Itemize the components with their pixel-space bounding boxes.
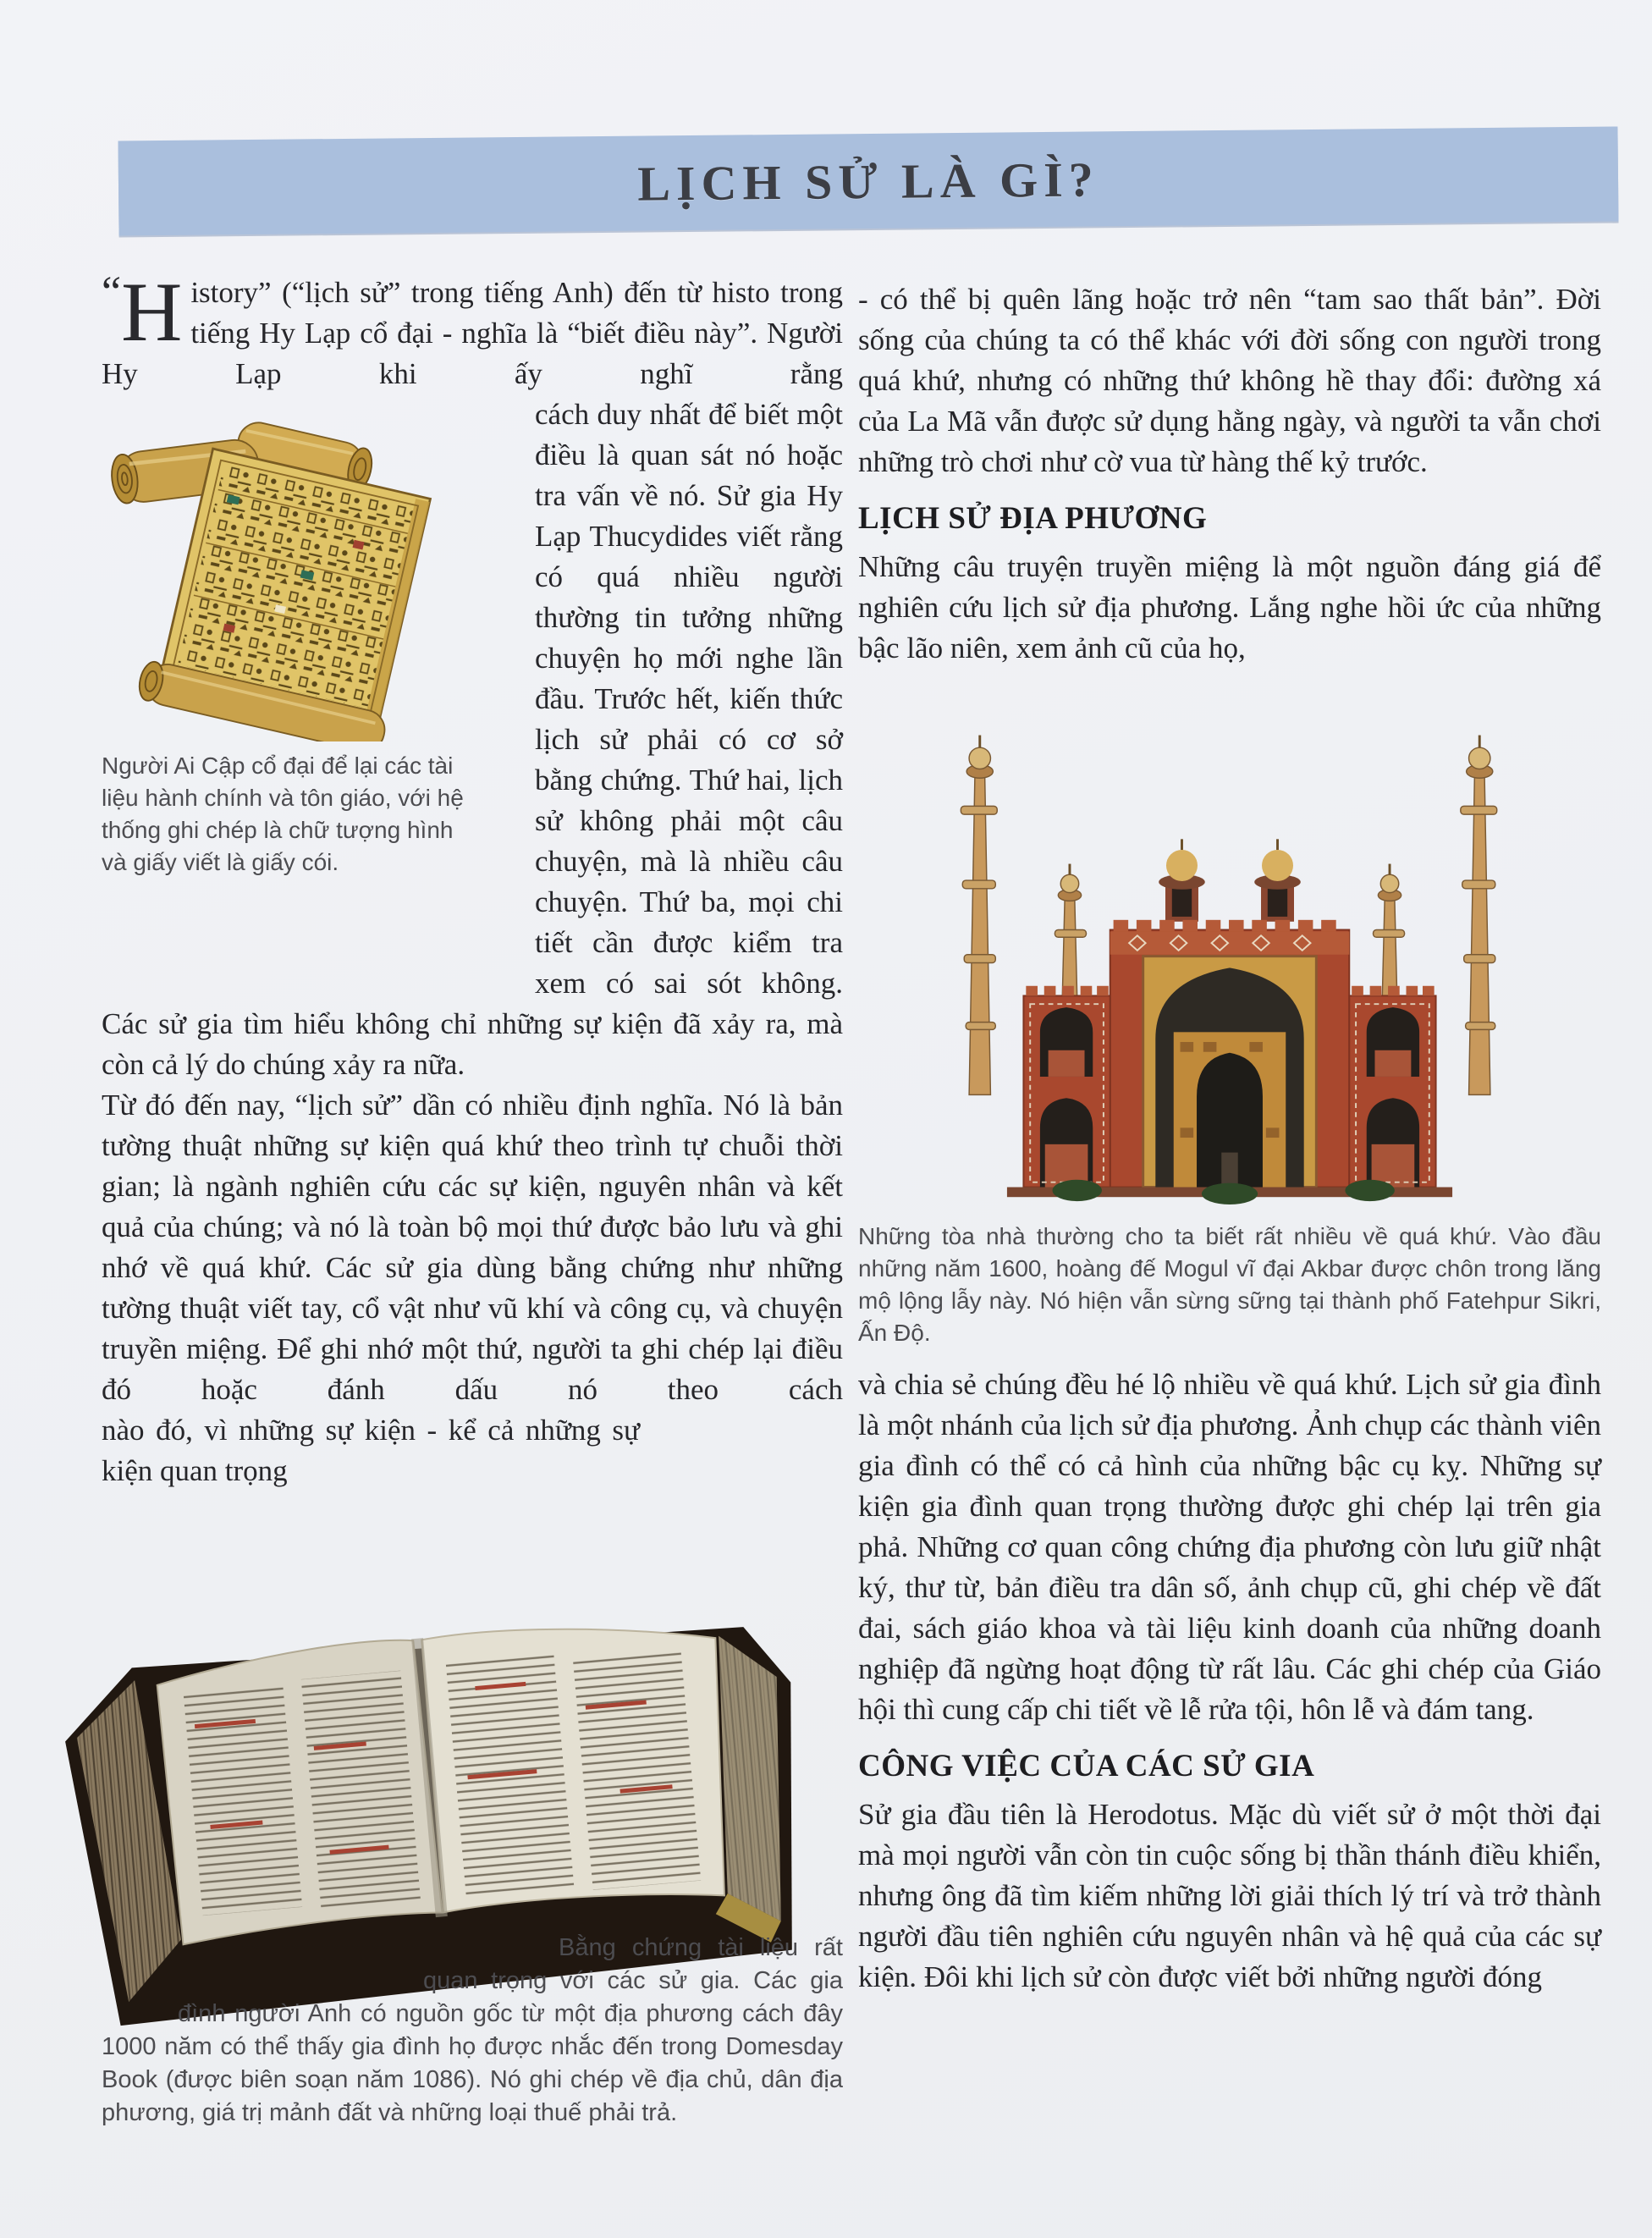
chapter-title-banner xyxy=(118,126,1619,235)
paragraph-continuation: - có thể bị quên lãng hoặc trở nên “tam sao thất bản”. Đời sống của chúng ta có thể khác với đời sống con người trong quá khứ, nhưng có những thứ không hề thay đổi: đường xá của La Mã vẫn được sử dụng hằng ngày, và người ta vẫn chơi những trò chơi như cờ vua từ hàng thế kỷ trước. xyxy=(858,283,1601,478)
paragraph-family-history: và chia sẻ chúng đều hé lộ nhiều về quá khứ. Lịch sử gia đình là một nhánh của lịch sử địa phương. Ảnh chụp các thành viên gia đình có thể có cả hình của những bậc cụ kỵ. Những sự kiện gia đình quan trọng thường được ghi chép lại trên gia phả. Những cơ quan công chứng địa phương còn lưu giữ nhật ký, thư từ, bản điều tra dân số, ảnh chụp cũ, ghi chép về đất đai, sách giáo khoa và tài liệu kinh doanh của những doanh nghiệp đã ngừng hoạt động từ rất lâu. Các ghi chép của Giáo hội thì cung cấp chi tiết về lễ rửa tội, hôn lễ và đám tang. xyxy=(858,1368,1601,1726)
paragraph-herodotus: Sử gia đầu tiên là Herodotus. Mặc dù viết sử ở một thời đại mà mọi người vẫn còn tin cuộc sống bị thần thánh điều khiển, nhưng ông đã tìm kiếm những lời giải thích lý trí và trở thành người đầu tiên nghiên cứu nguyên nhân và hệ quả của các sự kiện. Đôi khi lịch sử còn được viết bởi những người đóng xyxy=(858,1798,1601,1993)
chhatri-domes xyxy=(1159,839,1301,921)
tomb-caption: Những tòa nhà thường cho ta biết rất nhiều về quá khứ. Vào đầu những năm 1600, hoàng đế Mogul vĩ đại Akbar được chôn trong lăng mộ lộng lẫy này. Nó hiện vẫn sừng sững tại thành phố Fatehpur Sikri, Ấn Độ. xyxy=(858,1223,1601,1346)
akbar-tomb-illustration xyxy=(908,682,1551,1210)
papyrus-scroll-figure xyxy=(102,401,513,994)
book-caption-block xyxy=(102,1932,843,2130)
caption-wrap-spacer xyxy=(102,1965,423,1998)
book-wrap-spacer xyxy=(640,1410,843,1451)
paragraph-history-continued xyxy=(102,394,843,1085)
caption-wrap-spacer xyxy=(102,1998,178,2031)
opening-quote: “ xyxy=(102,268,122,317)
paragraph-definitions: Từ đó đến nay, “lịch sử” dần có nhiều định nghĩa. Nó là bản tường thuật những sự kiện quá khứ theo trình tự chuỗi thời gian; là ngành nghiên cứu các sự kiện, nguyên nhân và kết quả của chúng; và nó là toàn bộ mọi thứ được bảo lưu và ghi nhớ về quá khứ. Các sử gia dùng bằng chứng như những tường thuật viết tay, cổ vật như vũ khí và công cụ, và chuyện truyền miệng. Để ghi nhớ một thứ, người ta ghi chép lại điều đó hoặc đánh dấu nó theo cách xyxy=(102,1089,843,1406)
paragraph-text: cách duy nhất để biết một điều là quan sát nó hoặc tra vấn về nó. Sử gia Hy Lạp Thucydides viết rằng có quá nhiều người thường tin tưởng những chuyện họ mới nghe lần đầu. Trước hết, kiến thức lịch sử phải có cơ sở bằng chứng. Thứ hai, lịch sử không phải một câu chuyện, mà là nhiều câu chuyện. Thứ ba, mọi chi tiết cần được kiểm tra xem có sai sót không. Các sử gia tìm hiểu không chỉ những sự kiện đã xảy ra, mà còn cả lý do chúng xảy ra nữa. xyxy=(102,398,843,1081)
drop-cap xyxy=(102,265,183,359)
caption-wrap-spacer xyxy=(102,1932,559,1965)
paragraph-text: istory” (“lịch sử” trong tiếng Anh) đến từ histo trong tiếng Hy Lạp cổ đại - nghĩa là “biết điều này”. Người Hy Lạp khi ấy nghĩ rằng xyxy=(102,276,843,390)
left-column xyxy=(102,265,843,1491)
heading-historians-work: CÔNG VIỆC CỦA CÁC SỬ GIA xyxy=(858,1749,1315,1783)
paragraph-history-intro xyxy=(102,265,843,394)
tomb-base xyxy=(1007,1180,1452,1204)
heading-local-history: LỊCH SỬ ĐỊA PHƯƠNG xyxy=(858,501,1208,536)
book-caption: Bằng chứng tài liệu rất quan trọng với các sử gia. Các gia đình người Anh có nguồn gốc từ một địa phương cách đây 1000 năm có thể thấy gia đình họ được nhắc đến trong Domesday Book (được biên soạn năm 1086). Nó ghi chép về địa chủ, dân địa phương, giá trị mảnh đất và những loại thuế phải trả. xyxy=(102,1934,843,2126)
scroll-caption: Người Ai Cập cổ đại để lại các tài liệu hành chính và tôn giáo, với hệ thống ghi chép là chữ tượng hình và giấy viết là giấy cói. xyxy=(102,752,464,875)
drop-cap-letter: H xyxy=(121,265,183,359)
central-gateway xyxy=(1110,920,1350,1188)
right-column xyxy=(858,279,1601,1998)
page-title: LỊCH SỬ LÀ GÌ? xyxy=(636,151,1100,212)
papyrus-scroll-illustration xyxy=(90,401,501,741)
paragraph-local-history: Những câu truyện truyền miệng là một nguồn đáng giá để nghiên cứu lịch sử địa phương. Lắng nghe hồi ức của những bậc lão niên, xem ảnh cũ của họ, xyxy=(858,550,1601,664)
paragraph-text: nào đó, vì những sự kiện - kể cả những sự kiện quan trọng xyxy=(102,1414,640,1487)
